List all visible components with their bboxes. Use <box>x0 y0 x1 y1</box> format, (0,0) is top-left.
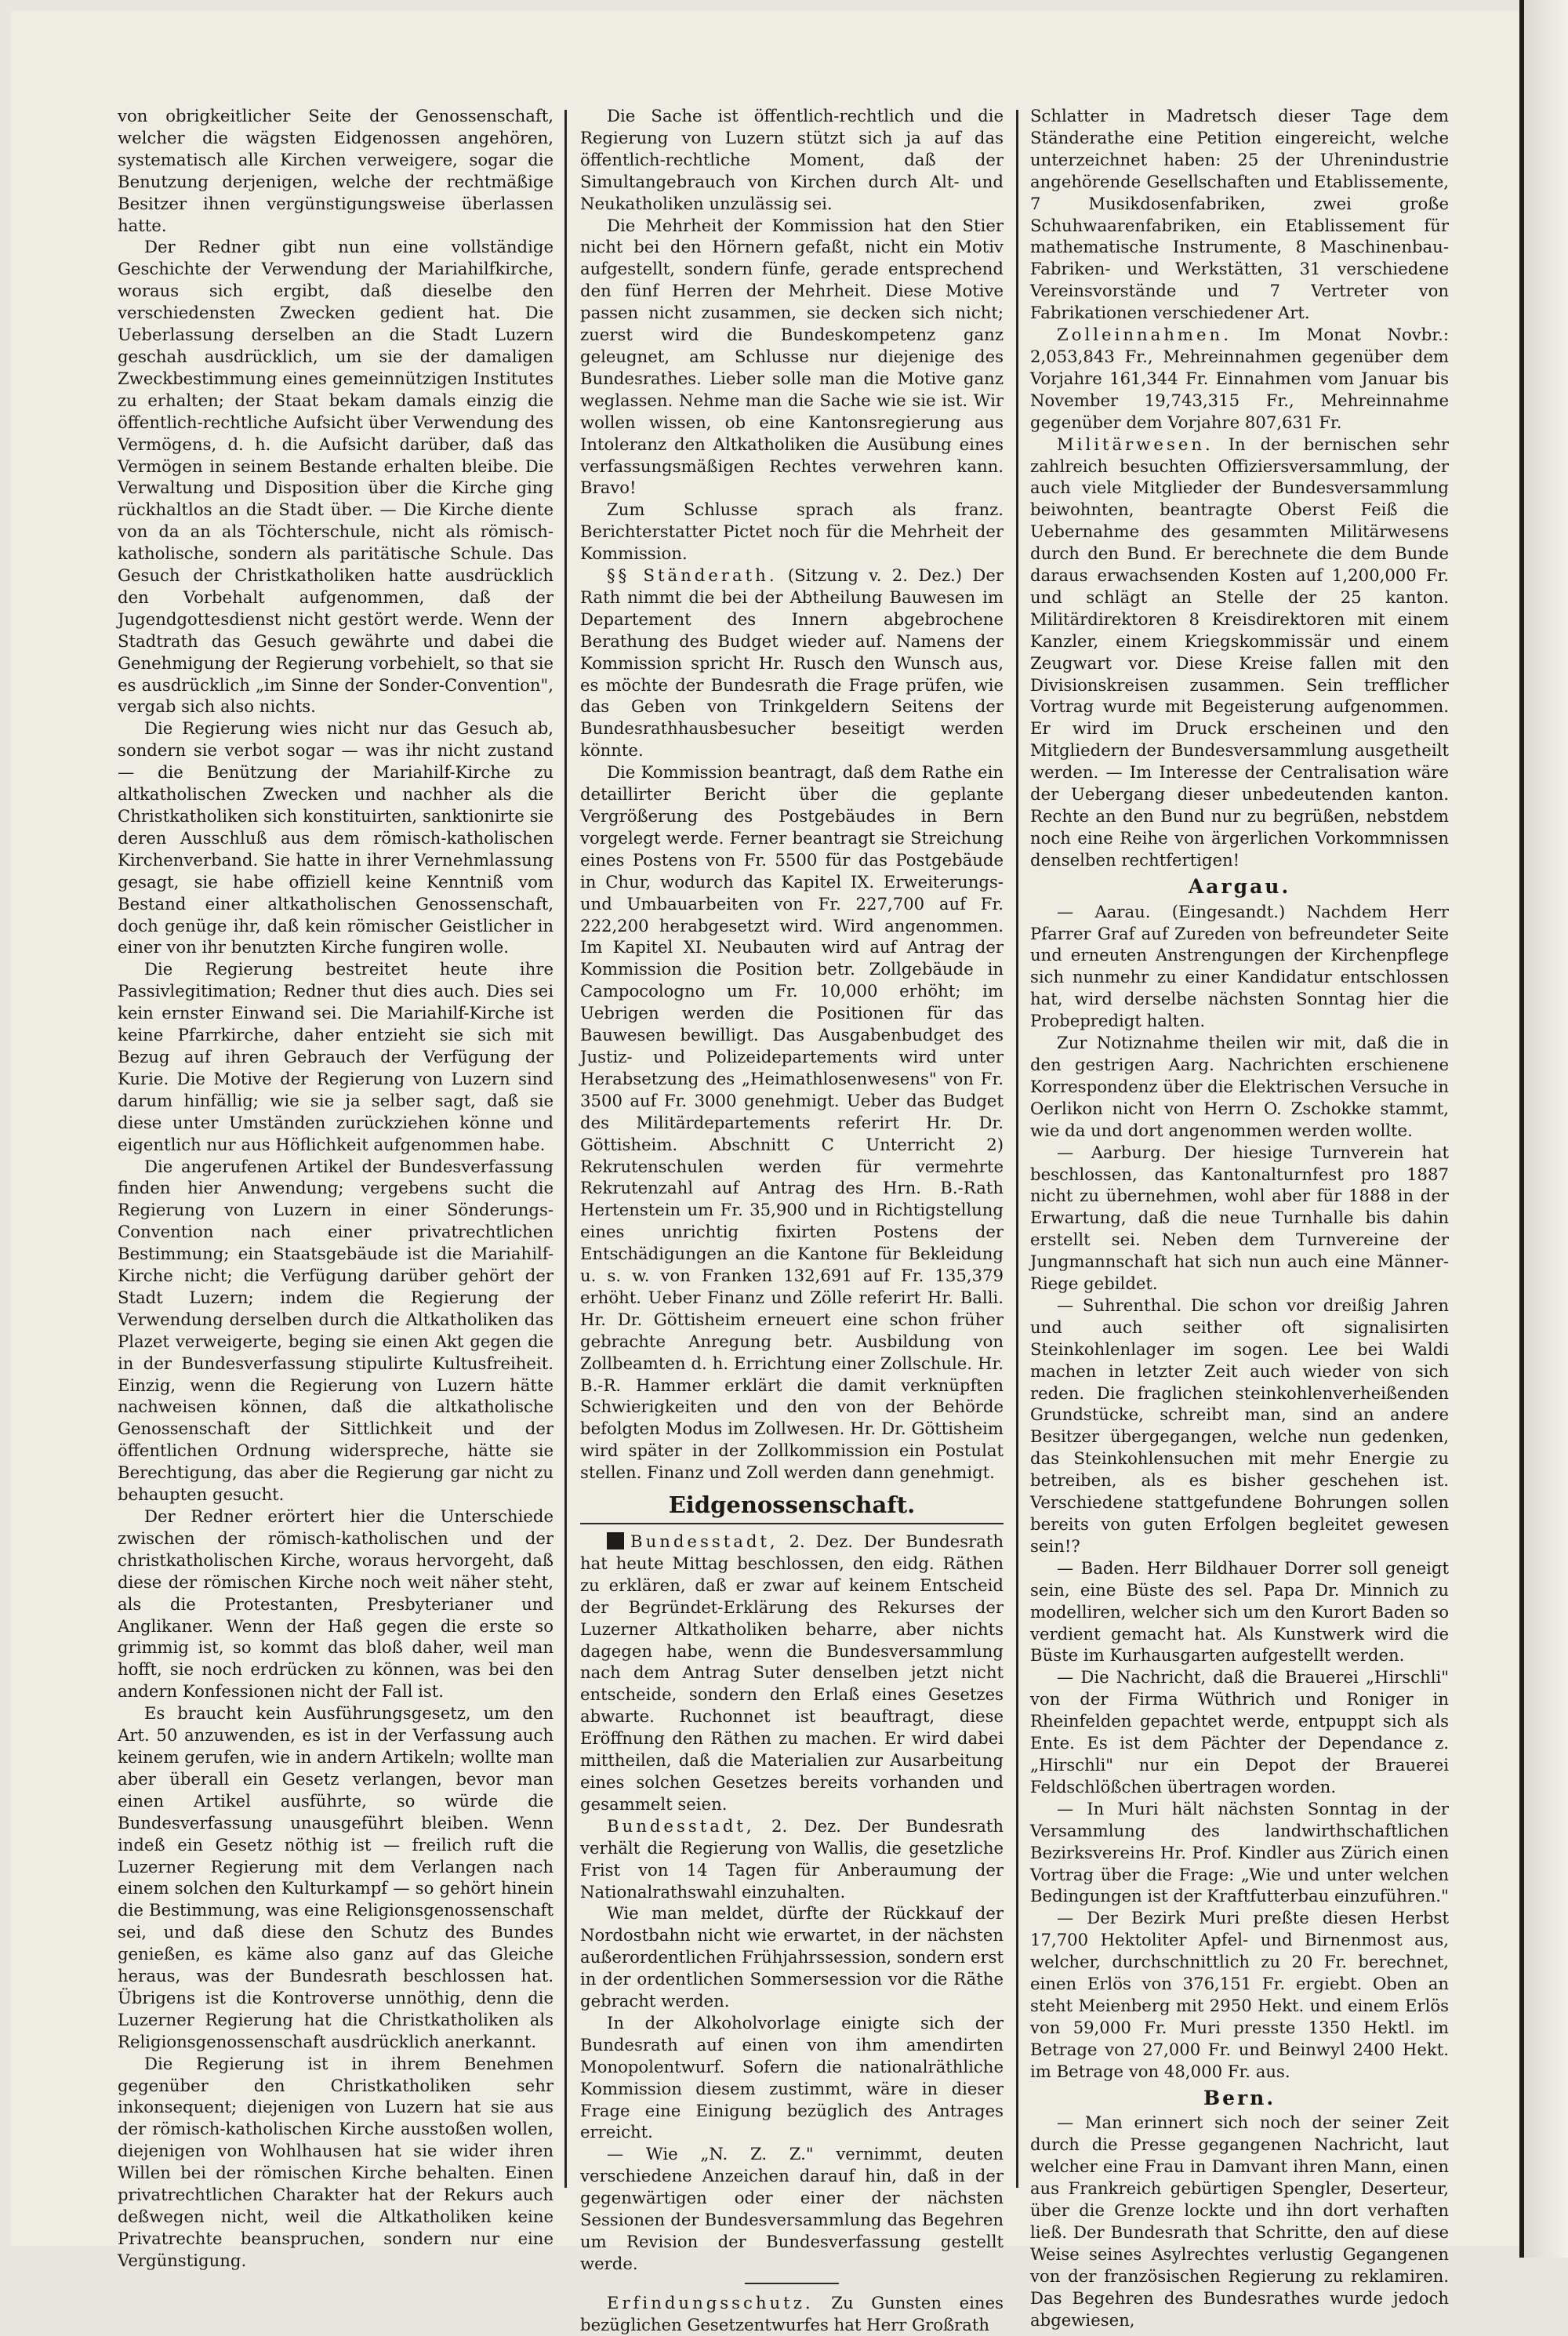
paragraph: Die Sache ist öffentlich-rechtlich und die Regierung von Luzern stützt sich ja auf das öffentlich-rechtliche Moment, daß der Simultangebrauch von Kirchen durch Alt- und Neukatholiken unzulässig sei. <box>580 106 1004 213</box>
column-middle <box>580 105 1004 2334</box>
article-text: Zu Gunsten eines bezüglichen Gesetzentwurfes hat Herr Großrath <box>580 2292 1004 2334</box>
article-text: In der bernischen sehr zahlreich besuchten Offiziersversammlung, der auch viele Mitglieder der Bundesversammlung beiwohnten, beantragte Oberst Feiß die Uebernahme des gesammten Militärwesens durch den Bund. Er berechnete die dem Bunde daraus erwachsenden Kosten auf 1,200,000 Fr. und schlägt an Stelle der 25 kanton. Militärdirektoren 8 Kreisdirektoren mit einem Kanzler, einem Kriegskommissär und einem Zeugwart vor. Diese Kreise fallen mit den Divisionskreisen zusammen. Sein trefflicher Vortrag wurde mit Begeisterung aufgenommen. Er wird im Druck erscheinen und den Mitgliedern der Bundesversammlung ausgetheilt werden. — Im Interesse der Centralisation wäre der Uebergang dieser unbedeutenden kanton. Rechte an den Bund nur zu begrüßen, nebstdem noch eine Reihe von ärgerlichen Vorkommnissen denselben rechtfertigen! <box>1030 434 1449 870</box>
paragraph: Die Regierung wies nicht nur das Gesuch ab, sondern sie verbot sogar — was ihr nicht zustand — die Benützung der Mariahilf-Kirche zu altkatholischen Zwecken und nachher als die Christkatholiken sich konstituirten, sanktionirte sie deren Ausschluß aus dem römisch-katholischen Kirchenverband. Sie hatte in ihrer Vernehmlassung gesagt, sie habe offiziell keine Kenntniß vom Bestand einer altkatholischen Genossenschaft, doch genüge ihr, daß kein römischer Geistlicher in einer von ihr benutzten Kirche fungiren wolle. <box>118 718 554 957</box>
article-text: (Sitzung v. 2. Dez.) Der Rath nimmt die bei der Abtheilung Bauwesen im Departement des Innern abgebrochene Berathung des Budget wieder auf. Namens der Kommission spricht Hr. Rusch den Wunsch aus, es möchte der Bundesrath die Frage prüfen, wie das Geben von Trinkgeldern Seitens der Bundesrathhausbesucher beseitigt werden könnte. <box>580 565 1004 761</box>
paragraph: — Man erinnert sich noch der seiner Zeit durch die Presse gegangenen Nachricht, laut welcher eine Frau in Damvant ihren Mann, einen aus Frankreich gebürtigen Spengler, Deserteur, über die Grenze lockte und ihn dort verhaften ließ. Der Bundesrath that Schritte, den auf diese Weise seines Asylrechtes verlustig Gegangenen von der französischen Regierung zu reklamiren. Das Begehren des Bundesrathes wurde jedoch abgewiesen, <box>1030 2113 1449 2330</box>
article-militaerwesen <box>1030 434 1449 871</box>
square-marker-icon <box>607 1532 624 1549</box>
dateline: Zolleinnahmen. <box>1057 325 1232 345</box>
paragraph: — Aarburg. Der hiesige Turnverein hat beschlossen, das Kantonalturnfest pro 1887 nicht zu übernehmen, wohl aber für 1888 in der Erwartung, daß die neue Turnhalle bis dahin erstellt sei. Neben dem Turnvereine der Jungmannschaft hat sich nun auch eine Männer-Riege gebildet. <box>1030 1142 1449 1294</box>
paragraph: — Die Nachricht, daß die Brauerei „Hirschli" von der Firma Wüthrich und Roniger in Rheinfelden gepachtet werde, entpuppt sich als Ente. Es ist dem Pächter der Dependance z. „Hirschli" nur ein Depot der Brauerei Feldschlößchen übertragen worden. <box>1030 1667 1449 1797</box>
dateline: Bundesstadt, <box>630 1531 779 1551</box>
paragraph: — Wie „N. Z. Z." vernimmt, deuten verschiedene Anzeichen darauf hin, daß in der gegenwärtigen oder einer der nächsten Sessionen der Bundesversammlung das Begehren um Revision der Bundesverfassung gestellt werde. <box>580 2144 1004 2273</box>
section-heading: Eidgenossenschaft. <box>580 1495 1004 1524</box>
section-heading-aargau: Aargau. <box>1188 874 1291 898</box>
column-divider <box>1016 110 1018 2188</box>
separator-line <box>745 2283 839 2284</box>
dateline: §§ Ständerath. <box>607 565 778 586</box>
dateline: Militärwesen. <box>1057 434 1214 454</box>
paragraph: Die Regierung ist in ihrem Benehmen gegenüber den Christkatholiken sehr inkonsequent; diejenigen von Luzern hat sie aus der römisch-katholischen Kirche ausstoßen wollen, diejenigen von Wohlhausen hat sie wider ihren Willen bei der römischen Kirche behalten. Einen privatrechtlichen Charakter hat der Rekurs auch deßwegen nicht, weil die Altkatholiken keine Privatrechte beanspruchen, sondern nur eine Vergünstigung. <box>118 2053 554 2270</box>
paragraph: Die angerufenen Artikel der Bundesverfassung finden hier Anwendung; vergebens sucht die Regierung von Luzern in einer Sönderungs-Convention nach einer privatrechtlichen Bestimmung; ein Staatsgebäude ist die Mariahilf-Kirche nicht; die Verfügung darüber gehört der Stadt Luzern; indem die Regierung der Verwendung derselben durch die Altkatholiken das Plazet verweigerte, beging sie einen Akt gegen die in der Bundesverfassung stipulirte Kultusfreiheit. Einzig, wenn die Regierung von Luzern hätte nachweisen können, daß die altkatholische Genossenschaft der Sittlichkeit und der öffentlichen Ordnung widerspreche, hätte sie Berechtigung, das aber die Regierung gar nicht zu behaupten gesucht. <box>118 1156 554 1505</box>
paragraph: In der Alkoholvorlage einigte sich der Bundesrath auf einen von ihm amendirten Monopolentwurf. Sofern die nationalräthliche Kommission diesem zustimmt, wäre in dieser Frage eine Einigung bezüglich des Antrages erreicht. <box>580 2012 1004 2142</box>
paragraph: Die Mehrheit der Kommission hat den Stier nicht bei den Hörnern gefaßt, nicht ein Motiv aufgestellt, sondern fünfe, gerade entsprechend den fünf Herren der Mehrheit. Diese Motive passen nicht zusammen, sie decken sich nicht; zuerst wird die Bundeskompetenz ganz geleugnet, am Schlusse nur diejenige des Bundesrathes. Lieber solle man die Motive ganz weglassen. Nehme man die Sache wie sie ist. Wir wollen wissen, ob eine Kantonsregierung aus Intoleranz den Altkatholiken die Ausübung eines verfassungsmäßigen Rechtes verwehren kann. Bravo! <box>580 215 1004 498</box>
paragraph: — Baden. Herr Bildhauer Dorrer soll geneigt sein, eine Büste des sel. Papa Dr. Minnich zu modelliren, welcher sich um den Kurort Baden so verdient gemacht hat. Als Kunstwerk wird die Büste im Kurhausgarten aufgestellt werden. <box>1030 1557 1449 1666</box>
paragraph: — Der Bezirk Muri preßte diesen Herbst 17,700 Hektoliter Apfel- und Birnenmost aus, welcher, durchschnittlich zu 20 Fr. berechnet, einen Erlös von 376,151 Fr. ergiebt. Oben an steht Meienberg mit 2950 Hekt. und einem Erlös von 59,000 Fr. Muri presste 1350 Hektl. im Betrage von 27,000 Fr. und Beinwyl 2400 Hekt. im Betrage von 48,000 Fr. aus. <box>1030 1908 1449 2081</box>
paragraph: Der Redner erörtert hier die Unterschiede zwischen der römisch-katholischen und der christkatholischen Kirche, woraus hervorgeht, daß diese der römischen Kirche noch weit näher steht, als die Protestanten, Presbyterianer und Anglikaner. Wenn der Haß gegen die erste so grimmig ist, so kommt das bloß daher, weil man hofft, sie noch erdrücken zu können, was bei den andern Konfessionen nicht der Fall ist. <box>118 1506 554 1702</box>
paragraph: — In Muri hält nächsten Sonntag in der Versammlung des landwirthschaftlichen Bezirksvereins Hr. Prof. Kindler aus Zürich einen Vortrag über die Frage: „Wie und unter welchen Bedingungen ist der Kraftfutterbau einzuführen." <box>1030 1798 1449 1906</box>
paragraph: — Suhrenthal. Die schon vor dreißig Jahren und auch seither oft signalisirten Steinkohlenlager im sogen. Lee bei Waldi machen in letzter Zeit auch wieder von sich reden. Die fraglichen steinkohlenverheißenden Grundstücke, schreibt man, sind an andere Besitzer übergegangen, welche nun gedenken, das Steinkohlensuchen mit mehr Energie zu betreiben, als es bisher geschehen ist. Verschiedene stattgefundene Bohrungen sollen bereits von guten Erfolgen begleitet gewesen sein!? <box>1030 1295 1449 1556</box>
paragraph: Zur Notiznahme theilen wir mit, daß die in den gestrigen Aarg. Nachrichten erschienene Korrespondenz über die Elektrischen Versuche in Oerlikon nicht von Herrn O. Zschokke stammt, wie da und dort angenommen werden wollte. <box>1030 1033 1449 1140</box>
dateline: Erfindungsschutz. <box>607 2292 814 2312</box>
paragraph: Schlatter in Madretsch dieser Tage dem Ständerathe eine Petition eingereicht, welche unterzeichnet haben: 25 der Uhrenindustrie angehörende Gesellschaften und Etablissemente, 7 Musikdosenfabriken, zwei große Schuhwaarenfabriken, ein Etablissement für mathematische Instrumente, 8 Maschinenbau-Fabriken- und Werkstätten, 31 verschiedene Vereinsvorstände und 7 Vertreter von Fabrikationen verschiedener Art. <box>1030 106 1449 323</box>
paragraph: von obrigkeitlicher Seite der Genossenschaft, welcher die wägsten Eidgenossen angehören, systematisch alle Kirchen verweigere, sogar die Benutzung derjenigen, welche der rechtmäßige Besitzer ihnen vergünstigungsweise überlassen hatte. <box>118 106 554 235</box>
paragraph: Es braucht kein Ausführungsgesetz, um den Art. 50 anzuwenden, es ist in der Verfassung auch keinem gerufen, wie in andern Artikeln; wollte man aber überall ein Gesetz verlangen, bevor man einen Artikel ausführte, so würde die Bundesverfassung unausgeführt bleiben. Wenn indeß ein Gesetz nöthig ist — freilich ruft die Luzerner Regierung mit dem Verlangen nach einem solchen den Kulturkampf — so gehört hinein die Bestimmung, was eine Religionsgenossenschaft sei, und daß diese den Schutz des Bundes genießen, es käme also ganz auf das Gleiche heraus, was der Bundesrath beschlossen hat. Übrigens ist die Kontroverse unnöthig, denn die Luzerner Regierung hat die Christkatholiken als Religionsgenossenschaft ausdrücklich anerkannt. <box>118 1703 554 2051</box>
article-erfindungsschutz <box>580 2292 1004 2336</box>
paragraph: Wie man meldet, dürfte der Rückkauf der Nordostbahn nicht wie erwartet, in der nächsten außerordentlichen Frühjahrssession, sondern erst in der ordentlichen Sommersession vor die Räthe gebracht werden. <box>580 1903 1004 2011</box>
paragraph: Die Kommission beantragt, daß dem Rathe ein detaillirter Bericht über die geplante Vergrößerung des Postgebäudes in Bern vorgelegt werde. Ferner beantragt sie Streichung eines Postens von Fr. 5500 für das Postgebäude in Chur, wodurch das Kapitel IX. Erweiterungs- und Umbauarbeiten von Fr. 227,700 auf Fr. 222,200 herabgesetzt wird. Wird angenommen. Im Kapitel XI. Neubauten wird auf Antrag der Kommission die Position betr. Zollgebäude in Campocologno um Fr. 10,000 erhöht; im Uebrigen werden die Positionen für das Bauwesen bewilligt. Das Ausgabenbudget des Justiz- und Polizeidepartements wird unter Herabsetzung des „Heimathlosenwesens" von Fr. 3500 auf Fr. 3000 genehmigt. Ueber das Budget des Militärdepartements referirt Hr. Dr. Göttisheim. Abschnitt C Unterricht 2) Rekrutenschulen werden für vermehrte Rekrutenzahl auf Antrag des Hrn. B.-Rath Hertenstein um Fr. 35,900 und in Richtigstellung eines unrichtig fixirten Postens der Entschädigungen an die Kantone für Bekleidung u. s. w. von Franken 132,691 auf Fr. 135,379 erhöht. Ueber Finanz und Zölle referirt Hr. Balli. Hr. Dr. Göttisheim erneuert eine schon früher gebrachte Anregung betr. Ausbildung von Zollbeamten d. h. Errichtung einer Zollschule. Hr. B.-R. Hammer erklärt die damit verknüpften Schwierigkeiten und den von der Behörde befolgten Modus im Zollwesen. Hr. Dr. Göttisheim wird später in der Zollkommission ein Postulat stellen. Finanz und Zoll werden dann genehmigt. <box>580 762 1004 1483</box>
article-text: 2. Dez. Der Bundesrath hat heute Mittag beschlossen, den eidg. Räthen zu erklären, daß er zwar auf keinem Entscheid der Begründet-Erklärung des Rekurses der Luzerner Altkatholiken beharre, aber nichts dagegen habe, wenn die Bundesversammlung nach dem Antrag Suter denselben jetzt nicht entscheide, sondern den Erlaß eines Gesetzes abwarte. Ruchonnet ist beauftragt, diese Eröffnung den Räthen zu machen. Er wird dabei mittheilen, daß die Materialien zur Ausarbeitung eines solchen Gesetzes bereits vorhanden und gesammelt seien. <box>580 1531 1004 1814</box>
column-left <box>118 105 554 2270</box>
scan-edge <box>1519 0 1568 2258</box>
paragraph: Zum Schlusse sprach als franz. Berichterstatter Pictet noch für die Mehrheit der Kommission. <box>580 500 1004 564</box>
newspaper-page <box>11 11 1524 2334</box>
paragraph: Der Redner gibt nun eine vollständige Geschichte der Verwendung der Mariahilfkirche, woraus sich ergibt, daß dieselbe den verschiedensten Zwecken gedient hat. Die Ueberlassung derselben an die Stadt Luzern geschah ausdrücklich, um sie der damaligen Zweckbestimmung eines gemeinnützigen Institutes zu erhalten; der Staat bekam damals einzig die öffentlich-rechtliche Aufsicht über Verwendung des Vermögens, d. h. die Aufsicht darüber, daß das Vermögen in seinem Bestande erhalten bleibe. Die Verwaltung und Disposition über die Kirche ging rückhaltlos an die Stadt über. — Die Kirche diente von da an als Töchterschule, nicht als römisch-katholische, sondern als paritätische Schule. Das Gesuch der Christkatholiken hatte ausdrücklich den Vorbehalt aufgenommen, daß der Jugendgottesdienst nicht gestört werde. Wenn der Stadtrath das Gesuch gewährte und dabei die Genehmigung der Regierung vorbehielt, so that sie es ausdrücklich „im Sinne der Sonder-Convention", vergab sich also nichts. <box>118 237 554 717</box>
article-bundesstadt <box>580 1815 1004 1903</box>
section-heading-bern: Bern. <box>1203 2086 1276 2109</box>
dateline: Bundesstadt, <box>607 1815 755 1836</box>
paragraph: — Aarau. (Eingesandt.) Nachdem Herr Pfarrer Graf auf Zureden von befreundeter Seite und erneuten Anstrengungen der Kirchenpflege sich nunmehr zu einer Kandidatur entschlossen hat, wird derselbe nächsten Sonntag hier die Probepredigt halten. <box>1030 901 1449 1031</box>
article-zolleinnahmen <box>1030 324 1449 434</box>
article-text: Im Monat Novbr.: 2,053,843 Fr., Mehreinnahmen gegenüber dem Vorjahre 161,344 Fr. Einnahmen vom Januar bis November 19,743,315 Fr., Mehreinnahme gegenüber dem Vorjahre 807,631 Fr. <box>1030 325 1449 432</box>
article-bundesstadt <box>580 1531 1004 1815</box>
article-staenderath <box>580 565 1004 761</box>
paragraph: Die Regierung bestreitet heute ihre Passivlegitimation; Redner thut dies auch. Dies sei kein ernster Einwand sei. Die Mariahilf-Kirche ist keine Pfarrkirche, daher entzieht sie sich mit Bezug auf ihren Gebrauch der Verfügung der Kurie. Die Motive der Regierung von Luzern sind darum hinfällig; wie sie ja selber sagt, daß sie diese unter Umständen zurückziehen könne und eigentlich nur aus Höflichkeit aufgenommen habe. <box>118 959 554 1154</box>
article-text: 2. Dez. Der Bundesrath verhält die Regierung von Wallis, die gesetzliche Frist von 14 Tagen für Anberaumung der Nationalrathswahl einzuhalten. <box>580 1815 1004 1902</box>
column-right <box>1030 105 1449 2330</box>
column-divider <box>564 110 567 2188</box>
